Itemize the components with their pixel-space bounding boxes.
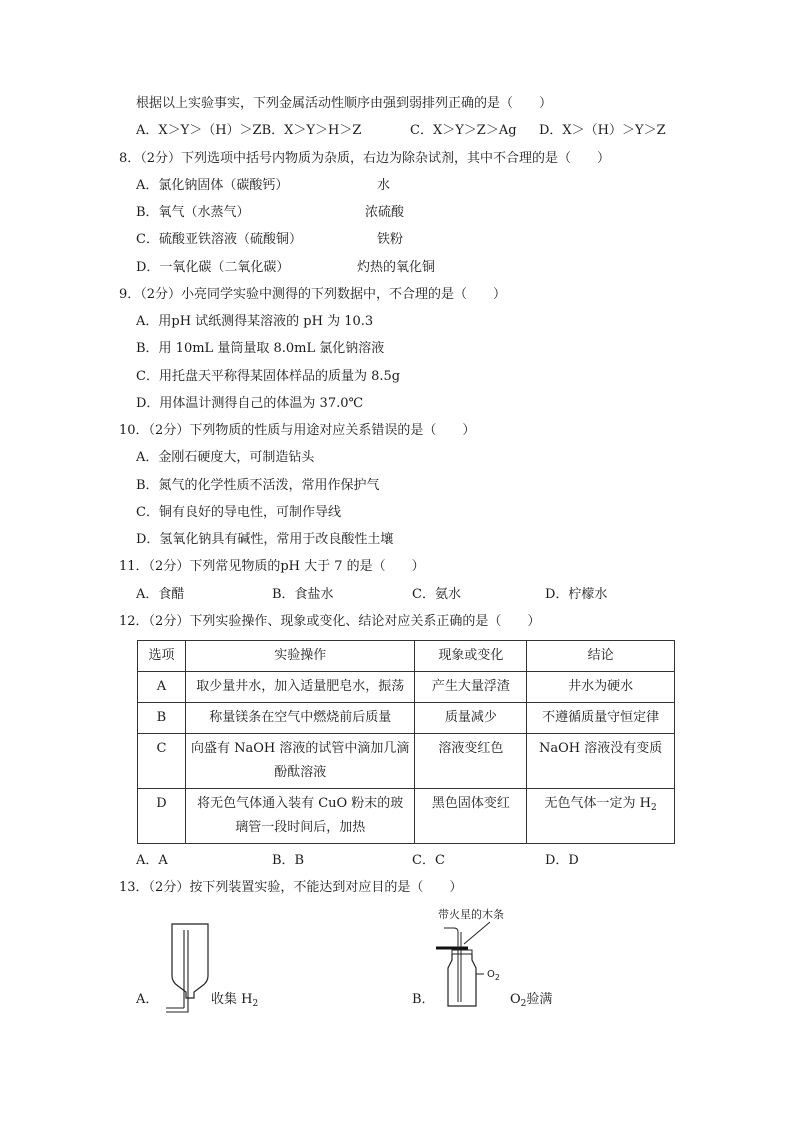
gas-bottle-diagram — [430, 918, 520, 1010]
q8-reagent-a: 水 — [377, 178, 391, 193]
row-operation-line1: 向盛有 NaOH 溶液的试管中滴加几滴 — [191, 741, 410, 756]
glowing-splint-annotation: 带火星的木条 — [438, 908, 504, 921]
subscript: 2 — [650, 803, 657, 813]
header-operation: 实验操作 — [185, 641, 415, 672]
subscript: 2 — [520, 999, 527, 1009]
q12-option-d: D．D — [545, 853, 579, 868]
table-header-row — [138, 641, 675, 672]
row-operation — [185, 734, 415, 789]
row-conclusion: 井水为硬水 — [527, 672, 675, 703]
row-conclusion: NaOH 溶液没有变质 — [527, 734, 675, 789]
q9-option-d: D．用体温计测得自己的体温为 37.0℃ — [136, 396, 364, 411]
q13-option-b-label: B． — [412, 992, 435, 1007]
q9-option-c: C．用托盘天平称得某固体样品的质量为 8.5g — [136, 369, 401, 384]
q8-reagent-c: 铁粉 — [377, 232, 404, 247]
q12-option-a: A．A — [136, 853, 168, 868]
gas-text: O — [487, 969, 495, 980]
q9-option-a: A．用pH 试纸测得某溶液的 pH 为 10.3 — [136, 314, 374, 329]
row-operation — [185, 789, 415, 844]
q7-option-ab: A．X＞Y＞（H）＞ZB．X＞Y＞H＞Z — [136, 123, 362, 138]
subscript: 2 — [252, 999, 259, 1009]
q9-option-b: B．用 10mL 量筒量取 8.0mL 氯化钠溶液 — [136, 341, 385, 356]
row-phenomenon: 黑色固体变红 — [415, 789, 527, 844]
q11-stem: 11．（2分）下列常见物质的pH 大于 7 的是（ ） — [119, 559, 425, 574]
row-operation: 称量镁条在空气中燃烧前后质量 — [185, 703, 415, 734]
q10-option-c: C．铜有良好的导电性，可制作导线 — [136, 505, 341, 520]
inverted-bottle-diagram — [152, 916, 214, 1016]
q12-stem: 12．（2分）下列实验操作、现象或变化、结论对应关系正确的是（ ） — [119, 614, 541, 629]
row-phenomenon: 质量减少 — [415, 703, 527, 734]
q13-option-a-caption — [211, 991, 258, 1013]
row-phenomenon: 溶液变红色 — [415, 734, 527, 789]
q10-option-a: A．金刚石硬度大，可制造钻头 — [136, 450, 315, 465]
caption-text: 收集 H — [211, 992, 253, 1007]
q10-option-d: D．氢氧化钠具有碱性，常用于改良酸性土壤 — [136, 532, 394, 547]
q11-option-a: A．食醋 — [136, 587, 185, 602]
subscript: 2 — [494, 973, 500, 982]
q7-option-c: C．X＞Y＞Z＞Ag — [410, 123, 517, 138]
q7-stem: 根据以上实验事实，下列金属活动性顺序由强到弱排列正确的是（ ） — [136, 96, 553, 111]
row-option: C — [138, 734, 186, 789]
q12-option-b: B．B — [272, 853, 305, 868]
table-row — [138, 703, 675, 734]
row-operation: 取少量井水，加入适量肥皂水，振荡 — [185, 672, 415, 703]
conclusion-text: 无色气体一定为 H — [544, 796, 651, 811]
q8-option-d: D．一氧化碳（二氧化碳） — [136, 260, 290, 275]
q13-option-a-label: A． — [136, 992, 159, 1007]
q8-option-b: B．氧气（水蒸气） — [136, 205, 250, 220]
q10-option-b: B．氮气的化学性质不活泼，常用作保护气 — [136, 478, 380, 493]
q11-option-d: D．柠檬水 — [545, 587, 608, 602]
q8-stem: 8．（2分）下列选项中括号内物质为杂质，右边为除杂试剂，其中不合理的是（ ） — [119, 151, 611, 166]
table-row — [138, 789, 675, 844]
header-conclusion: 结论 — [527, 641, 675, 672]
row-operation-line2: 酚酞溶液 — [274, 765, 327, 780]
q12-table — [137, 640, 675, 844]
caption-o: O — [510, 992, 521, 1007]
row-conclusion — [527, 789, 675, 844]
q8-reagent-d: 灼热的氧化铜 — [357, 260, 436, 275]
table-row — [138, 672, 675, 703]
table-row — [138, 734, 675, 789]
q8-option-c: C．硫酸亚铁溶液（硫酸铜） — [136, 232, 302, 247]
q8-option-a: A．氯化钠固体（碳酸钙） — [136, 178, 289, 193]
q7-option-d: D．X＞（H）＞Y＞Z — [539, 123, 666, 138]
q8-reagent-b: 浓硫酸 — [365, 205, 405, 220]
row-phenomenon: 产生大量浮渣 — [415, 672, 527, 703]
caption-text: 验满 — [526, 992, 553, 1007]
header-option: 选项 — [138, 641, 186, 672]
row-option: D — [138, 789, 186, 844]
o2-gas-label — [487, 966, 500, 987]
row-operation-line1: 将无色气体通入装有 CuO 粉末的玻 — [197, 796, 404, 811]
row-conclusion: 不遵循质量守恒定律 — [527, 703, 675, 734]
q11-option-b: B．食盐水 — [272, 587, 334, 602]
row-operation-line2: 璃管一段时间后，加热 — [235, 820, 366, 835]
row-option: A — [138, 672, 186, 703]
q13-stem: 13．（2分）按下列装置实验，不能达到对应目的是（ ） — [119, 880, 463, 895]
q13-option-b-caption — [510, 991, 552, 1013]
q9-stem: 9．（2分）小亮同学实验中测得的下列数据中，不合理的是（ ） — [119, 287, 507, 302]
row-option: B — [138, 703, 186, 734]
q10-stem: 10．（2分）下列物质的性质与用途对应关系错误的是（ ） — [119, 423, 476, 438]
q12-option-c: C．C — [412, 853, 445, 868]
q11-option-c: C．氨水 — [412, 587, 461, 602]
header-phenomenon: 现象或变化 — [415, 641, 527, 672]
